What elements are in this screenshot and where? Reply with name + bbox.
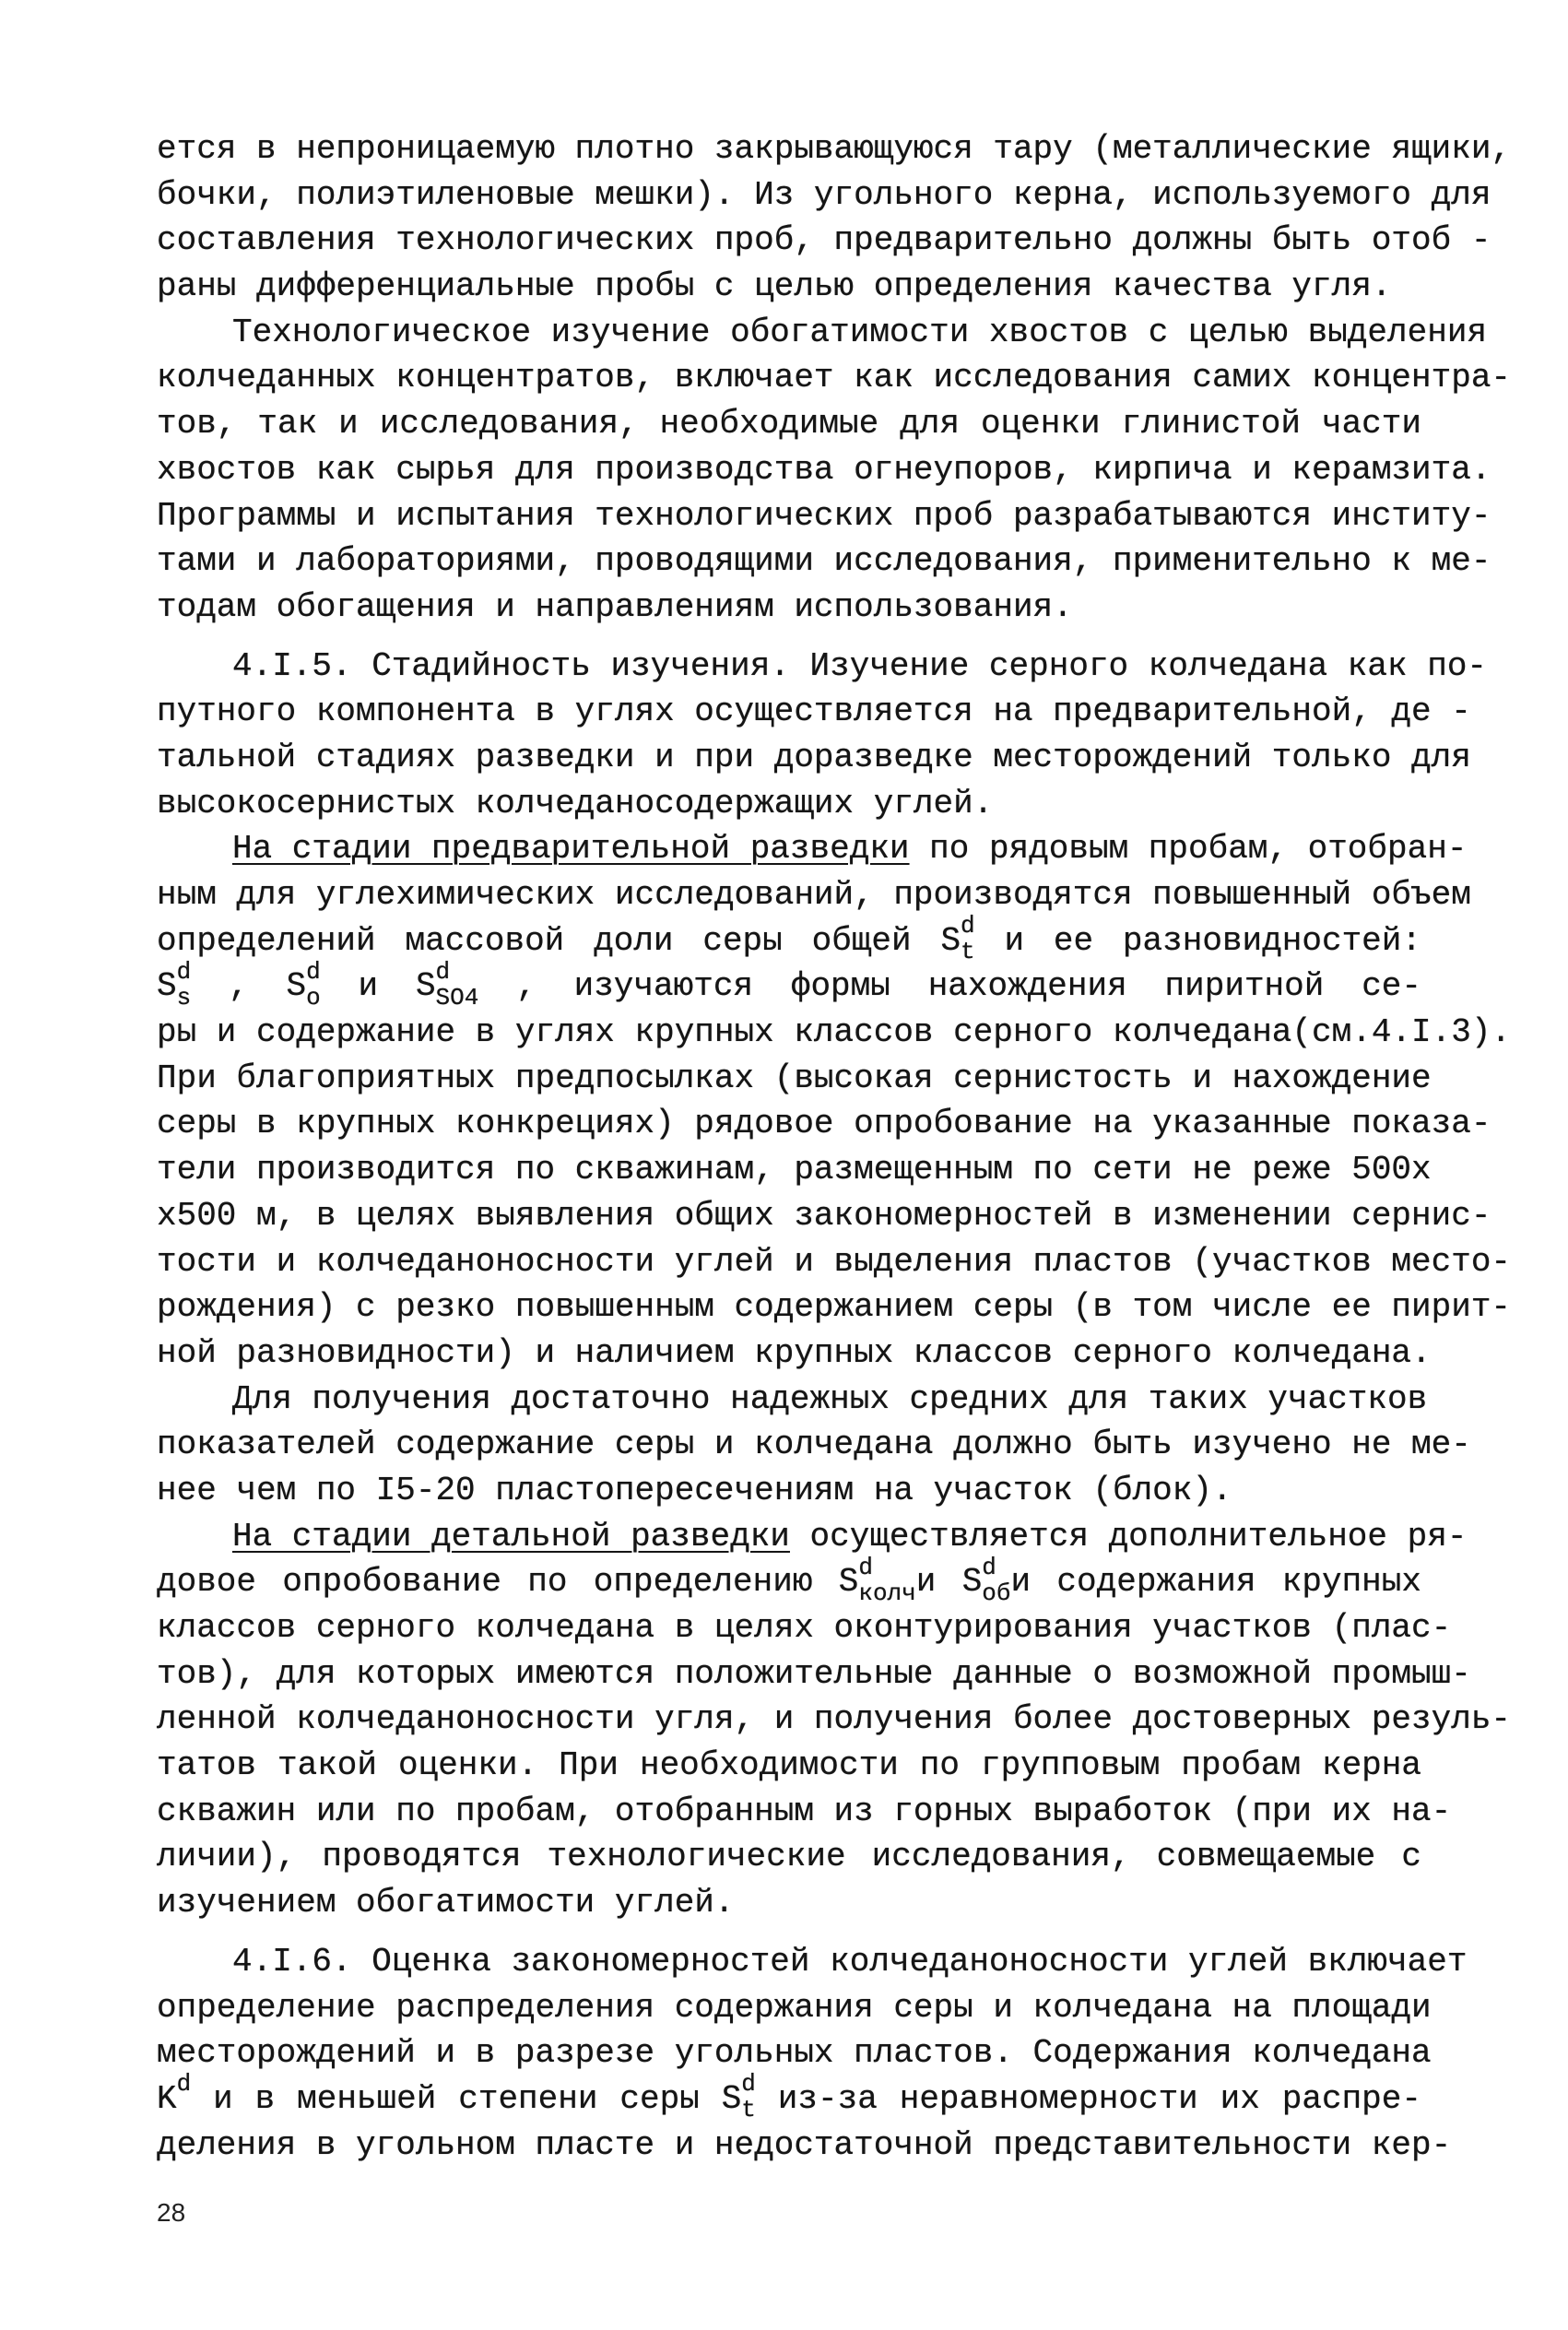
text-run: показателей содержание серы и колчедана должно быть изучено не ме-	[157, 1425, 1471, 1464]
formula-subscript: SO4	[435, 983, 479, 1011]
text-run: Для получения достаточно надежных средних для таких участков	[232, 1379, 1428, 1418]
formula-base: S	[286, 967, 307, 1006]
text-run: бочки, полиэтиленовые мешки). Из угольного керна, используемого для	[157, 175, 1491, 214]
text-run: и содержания крупных	[1010, 1563, 1421, 1602]
text-run: , изучаются формы нахождения пиритной се-	[478, 967, 1422, 1006]
formula-subscript: t	[741, 2096, 756, 2124]
text-run: Программы и испытания технологических проб разрабатываются институ-	[157, 496, 1491, 535]
text-run: месторождений и в разрезе угольных пластов. Содержания колчедана	[157, 2034, 1432, 2073]
formula-symbol	[157, 2070, 192, 2123]
text-line	[157, 2123, 1452, 2169]
text-run: по рядовым пробам, отобран-	[909, 830, 1468, 869]
text-run: и ее разновидностей:	[974, 921, 1421, 960]
text-run: деления в угольном пласте и недостаточной представительности кер-	[157, 2125, 1452, 2164]
formula-symbol	[940, 912, 975, 966]
text-line	[157, 1514, 1468, 1560]
text-line	[157, 1377, 1428, 1423]
text-run: 4.I.5. Стадийность изучения. Изучение серного колчедана как по-	[232, 646, 1488, 685]
text-line	[157, 1880, 1421, 1926]
text-run: личии), проводятся технологические исследования, совмещаемые с	[157, 1838, 1421, 1876]
formula-superscript: d	[176, 2070, 192, 2099]
text-line	[157, 1553, 1421, 1607]
formula-subscript: t	[961, 938, 975, 966]
text-line	[157, 1239, 1512, 1285]
page-number: 28	[157, 2198, 186, 2227]
formula-symbol	[286, 957, 321, 1011]
formula-superscript: d	[982, 1553, 996, 1581]
formula-base: S	[415, 967, 436, 1006]
text-run: высокосернистых колчеданосодержащих углей.	[157, 784, 994, 822]
text-run: ,	[191, 967, 287, 1006]
formula-indices	[982, 1553, 1011, 1607]
text-line	[157, 1939, 1468, 1985]
text-run: хвостов как сырья для производства огнеупоров, кирпича и керамзита.	[157, 450, 1491, 489]
formula-superscript: d	[961, 912, 975, 940]
text-run: составления технологических проб, предварительно должны быть отоб -	[157, 221, 1491, 260]
formula-subscript: s	[176, 983, 192, 1011]
text-run: тости и колчеданоносности углей и выделения пластов (участков место-	[157, 1242, 1512, 1281]
text-run: серы в крупных конкрециях) рядовое опробование на указанные показа-	[157, 1105, 1491, 1143]
paragraph	[157, 1377, 1471, 1514]
text-line	[157, 401, 1421, 447]
formula-base: S	[961, 1563, 983, 1602]
text-run: 4.I.6. Оценка закономерностей колчеданоносности углей включает	[232, 1942, 1468, 1981]
formula-base: S	[838, 1563, 859, 1602]
text-run: и в меньшей степени серы	[191, 2079, 722, 2118]
text-run: осуществляется дополнительное ря-	[789, 1517, 1468, 1555]
formula-superscript: d	[176, 957, 192, 986]
text-line	[157, 826, 1468, 872]
text-line	[157, 538, 1491, 585]
formula-superscript: d	[741, 2070, 756, 2099]
formula-superscript: d	[435, 957, 451, 986]
text-line	[157, 735, 1471, 781]
text-line	[157, 1605, 1452, 1651]
text-run: тальной стадиях разведки и при доразведке месторождений только для	[157, 738, 1471, 776]
text-run: При благоприятных предпосылках (высокая сернистость и нахождение	[157, 1059, 1432, 1097]
text-line	[157, 493, 1491, 539]
text-run: тами и лабораториями, проводящими исследования, применительно к ме-	[157, 542, 1491, 581]
formula-superscript: d	[858, 1553, 873, 1581]
text-run: х500 м, в целях выявления общих закономерностей в изменении сернис-	[157, 1196, 1491, 1235]
text-run: тодам обогащения и направлениям использования.	[157, 587, 1073, 626]
text-line	[157, 689, 1471, 735]
text-line	[157, 644, 1488, 690]
text-run: тели производится по скважинам, размещенным по сети не реже 500х	[157, 1151, 1432, 1189]
text-line	[157, 1331, 1432, 1377]
text-line	[157, 126, 1512, 172]
formula-symbol	[721, 2070, 756, 2124]
underlined-heading: На стадии детальной разведки	[232, 1517, 790, 1555]
text-line	[157, 1697, 1512, 1743]
text-line	[157, 1056, 1432, 1102]
text-line	[157, 218, 1491, 264]
formula-subscript	[177, 2100, 192, 2119]
underlined-heading: На стадии предварительной разведки	[232, 830, 910, 869]
text-line	[157, 1101, 1491, 1147]
formula-symbol	[415, 957, 479, 1011]
paragraph	[157, 1514, 1512, 1926]
text-run: из-за неравномерности их распре-	[755, 2079, 1421, 2118]
text-line	[157, 1422, 1471, 1468]
text-run: ры и содержание в углях крупных классов серного колчедана(см.4.I.3).	[157, 1013, 1512, 1052]
formula-indices	[176, 957, 192, 1011]
formula-indices	[858, 1553, 916, 1607]
text-run: определений массовой доли серы общей	[157, 921, 941, 960]
text-line	[157, 1789, 1452, 1835]
text-line	[157, 1468, 1421, 1514]
text-run: Технологическое изучение обогатимости хвостов с целью выделения	[232, 313, 1488, 351]
paragraph	[157, 644, 1488, 827]
text-run: определение распределения содержания серы и колчедана на площади	[157, 1988, 1432, 2027]
text-line	[157, 1010, 1512, 1056]
formula-symbol	[838, 1553, 916, 1607]
text-run: ной разновидности) и наличием крупных классов серного колчедана.	[157, 1333, 1432, 1372]
text-line	[157, 1743, 1421, 1789]
formula-subscript: o	[306, 983, 321, 1011]
text-line	[157, 2030, 1432, 2076]
text-run: ным для углехимических исследований, производятся повышенный объем	[157, 876, 1471, 914]
paragraph	[157, 1939, 1468, 2168]
text-line	[157, 872, 1471, 918]
formula-symbol	[157, 957, 192, 1011]
text-line	[157, 310, 1488, 356]
text-run: и	[915, 1563, 962, 1602]
text-line	[157, 781, 1421, 827]
formula-symbol	[961, 1553, 1011, 1607]
text-run: татов такой оценки. При необходимости по групповым пробам керна	[157, 1746, 1421, 1785]
text-line	[157, 957, 1422, 1011]
formula-base: S	[157, 967, 177, 1006]
document-page	[157, 126, 1512, 2168]
formula-indices	[961, 912, 975, 966]
paragraph	[157, 126, 1512, 310]
formula-base: K	[157, 2079, 177, 2118]
text-line	[157, 1284, 1512, 1331]
text-line	[157, 585, 1421, 631]
formula-indices	[176, 2070, 192, 2117]
text-run: путного компонента в углях осуществляется на предварительной, де -	[157, 692, 1471, 731]
paragraph	[157, 826, 1512, 1376]
text-run: ется в непроницаемую плотно закрывающуюся тару (металлические ящики,	[157, 130, 1512, 168]
text-run: изучением обогатимости углей.	[157, 1884, 735, 1922]
text-run: рождения) с резко повышенным содержанием серы (в том числе ее пирит-	[157, 1288, 1512, 1327]
text-line	[157, 1985, 1432, 2031]
text-line	[157, 355, 1512, 401]
text-line	[157, 1651, 1471, 1697]
text-line	[157, 1193, 1491, 1239]
formula-subscript: об	[982, 1579, 1011, 1607]
text-run: и	[320, 967, 416, 1006]
text-line	[157, 447, 1491, 493]
formula-indices	[306, 957, 321, 1011]
text-run: нее чем по I5-20 пластопересечениям на участок (блок).	[157, 1471, 1232, 1509]
text-run: тов, так и исследования, необходимые для оценки глинистой части	[157, 405, 1421, 444]
text-line	[157, 2070, 1421, 2124]
text-run: скважин или по пробам, отобранным из горных выработок (при их на-	[157, 1792, 1452, 1830]
text-run: раны дифференциальные пробы с целью определения качества угля.	[157, 267, 1392, 306]
paragraph	[157, 310, 1512, 631]
text-line	[157, 172, 1491, 219]
text-run: ленной колчеданоносности угля, и получения более достоверных резуль-	[157, 1700, 1512, 1739]
formula-base: S	[721, 2079, 742, 2118]
formula-superscript: d	[306, 957, 321, 986]
formula-subscript: колч	[858, 1579, 916, 1607]
text-run: классов серного колчедана в целях оконтурирования участков (плас-	[157, 1609, 1452, 1647]
text-line	[157, 1834, 1421, 1880]
text-run: довое опробование по определению	[157, 1563, 839, 1602]
formula-indices	[741, 2070, 756, 2124]
formula-indices	[435, 957, 479, 1011]
text-line	[157, 1147, 1432, 1193]
text-line	[157, 264, 1421, 310]
text-run: тов), для которых имеются положительные данные о возможной промыш-	[157, 1654, 1471, 1693]
text-line	[157, 912, 1421, 966]
text-run: колчеданных концентратов, включает как исследования самих концентра-	[157, 359, 1512, 397]
formula-base: S	[940, 921, 961, 960]
